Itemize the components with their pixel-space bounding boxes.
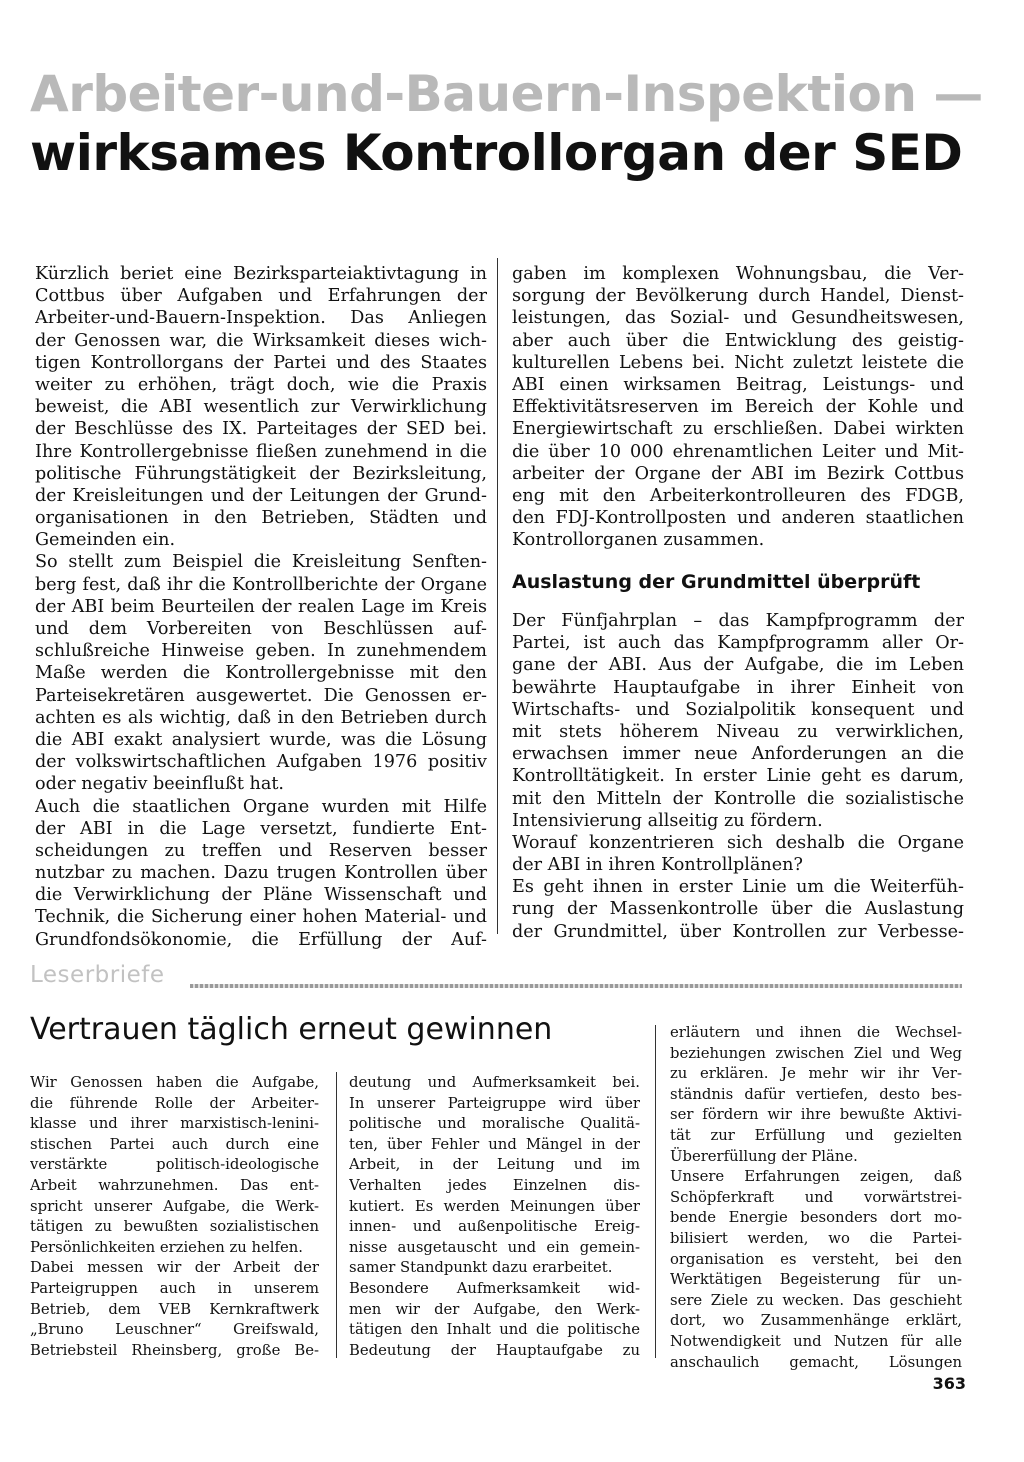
text-line: erwachsen immer neue Anforderungen an die bbox=[512, 744, 964, 765]
text-line: Übererfüllung der Pläne. bbox=[670, 1147, 858, 1165]
text-line: gaben im komplexen Wohnungsbau, die Ver- bbox=[512, 264, 964, 284]
section-label: Leserbriefe bbox=[30, 962, 165, 988]
text-line: beziehungen zwischen Ziel und Weg bbox=[670, 1044, 962, 1062]
text-line: spricht unserer Aufgabe, die Werk- bbox=[30, 1197, 319, 1215]
text-line: Wir Genossen haben die Aufgabe, bbox=[30, 1074, 319, 1091]
text-line: Betriebsteil Rheinsberg, große Be- bbox=[30, 1341, 319, 1359]
text-line: bilisiert werden, wo die Partei- bbox=[670, 1229, 962, 1247]
text-line: Gemeinden ein. bbox=[35, 530, 176, 551]
text-line: nutzbar zu machen. Dazu trugen Kontrollen über bbox=[35, 863, 487, 884]
text-line: Partei, ist auch das Kampfprogramm aller Or- bbox=[512, 633, 964, 654]
text-line: ABI einen wirksamen Beitrag, Leistungs- und bbox=[512, 374, 964, 395]
text-line: der Grundmittel, über Kontrollen zur Verbesse- bbox=[512, 921, 964, 942]
text-line: Arbeit wahrzunehmen. Das ent- bbox=[30, 1176, 319, 1194]
text-line: politische Führungstätigkeit der Bezirksleitung, bbox=[35, 463, 487, 484]
text-line: Kontrollorganen zusammen. bbox=[512, 530, 765, 551]
article-column-2-continued bbox=[512, 610, 964, 943]
text-line: mit den Mitteln der Kontrolle die sozialistische bbox=[512, 788, 964, 809]
section-rule bbox=[190, 984, 962, 988]
text-line: Cottbus über Aufgaben und Erfahrungen der bbox=[35, 286, 487, 307]
text-line: klasse und ihrer marxistisch-lenini- bbox=[30, 1115, 319, 1133]
text-line: der ABI in die Lage versetzt, fundierte Ent- bbox=[35, 818, 487, 839]
text-line: Kontrolltätigkeit. In erster Linie geht es darum, bbox=[512, 766, 964, 787]
text-line: ten, über Fehler und Mängel in der bbox=[349, 1135, 640, 1153]
text-line: oder negativ beeinflußt hat. bbox=[35, 774, 285, 795]
text-line: So stellt zum Beispiel die Kreisleitung Senften- bbox=[35, 552, 487, 573]
text-line: Energiewirtschaft zu erschließen. Dabei wirkten bbox=[512, 419, 964, 440]
text-line: mit stets höherem Niveau zu verwirklichen, bbox=[512, 721, 964, 742]
text-line: Auch die staatlichen Organe wurden mit Hilfe bbox=[35, 796, 487, 817]
text-line: rung der Massenkontrolle über die Auslastung bbox=[512, 899, 964, 920]
text-line: schlußreiche Hinweise geben. In zunehmendem bbox=[35, 641, 487, 662]
text-line: stischen Partei auch durch eine bbox=[30, 1135, 319, 1153]
text-line: achten es als wichtig, daß in den Betrieben durch bbox=[35, 707, 487, 728]
text-line: weiter zu erhöhen, trägt doch, wie die Praxis bbox=[35, 374, 487, 395]
text-line: die über 10 000 ehrenamtlichen Leiter und Mit- bbox=[512, 441, 964, 462]
text-line: Es geht ihnen in erster Linie um die Weiterfüh- bbox=[512, 877, 964, 898]
text-line: Der Fünfjahrplan – das Kampfprogramm der bbox=[512, 611, 964, 631]
text-line: Arbeiter-und-Bauern-Inspektion. Das Anliegen bbox=[35, 308, 487, 329]
text-line: tät zur Erfüllung und gezielten bbox=[670, 1126, 962, 1144]
text-line: kutiert. Es werden Meinungen über bbox=[349, 1197, 640, 1215]
text-line: samer Standpunkt dazu erarbeitet. bbox=[349, 1259, 613, 1277]
text-line: Effektivitätsreserven im Bereich der Kohle und bbox=[512, 397, 964, 418]
text-line: der ABI beim Beurteilen der realen Lage im Kreis bbox=[35, 596, 487, 617]
text-line: In unserer Parteigruppe wird über bbox=[349, 1094, 640, 1112]
text-line: nisse ausgetauscht und ein gemein- bbox=[349, 1238, 640, 1256]
letter-column-2 bbox=[349, 1073, 640, 1361]
text-line: Werktätigen Begeisterung für un- bbox=[670, 1271, 962, 1289]
text-line: „Bruno Leuschner“ Greifswald, bbox=[30, 1321, 319, 1339]
text-line: Besondere Aufmerksamkeit wid- bbox=[349, 1279, 640, 1297]
text-line: tätigen zu bewußten sozialistischen bbox=[30, 1218, 319, 1236]
text-line: der Kreisleitungen und der Leitungen der Grund- bbox=[35, 485, 487, 506]
text-line: Technik, die Sicherung einer hohen Material- und bbox=[35, 907, 487, 928]
text-line: organisation es versteht, bei den bbox=[670, 1250, 962, 1268]
text-line: Notwendigkeit und Nutzen für alle bbox=[670, 1332, 962, 1350]
headline-line-2: wirksames Kontrollorgan der SED bbox=[30, 124, 963, 182]
text-line: sere Ziele zu wecken. Das geschieht bbox=[670, 1291, 962, 1309]
text-line: eng mit den Arbeiterkontrolleuren des FDGB, bbox=[512, 485, 964, 506]
text-line: Verhalten jedes Einzelnen dis- bbox=[349, 1176, 640, 1194]
article-column-1 bbox=[35, 263, 487, 951]
text-line: und dem Vorbereiten von Beschlüssen auf- bbox=[35, 619, 487, 639]
letter-column-divider-2 bbox=[655, 1025, 656, 1358]
text-line: der volkswirtschaftlichen Aufgaben 1976 positiv bbox=[35, 752, 487, 773]
text-line: verstärkte politisch-ideologische bbox=[30, 1156, 319, 1174]
text-line: men wir der Aufgabe, den Werk- bbox=[349, 1300, 640, 1318]
headline-line-1: Arbeiter-und-Bauern-Inspektion — bbox=[30, 65, 983, 123]
text-line: der ABI in ihren Kontrollplänen? bbox=[512, 855, 803, 876]
text-line: zu erklären. Je mehr wir ihr Ver- bbox=[670, 1065, 962, 1083]
letter-title: Vertrauen täglich erneut gewinnen bbox=[30, 1012, 553, 1047]
text-line: Dabei messen wir der Arbeit der bbox=[30, 1259, 319, 1277]
text-line: die ABI exakt analysiert wurde, was die Lösung bbox=[35, 729, 487, 750]
text-line: Arbeit, in der Leitung und im bbox=[349, 1156, 640, 1174]
text-line: Intensivierung allseitig zu fördern. bbox=[512, 810, 823, 831]
text-line: ser fördern wir ihre bewußte Aktivi- bbox=[670, 1106, 962, 1124]
text-line: Betrieb, dem VEB Kernkraftwerk bbox=[30, 1300, 319, 1318]
text-line: anschaulich gemacht, Lösungen bbox=[670, 1353, 962, 1371]
text-line: Maße werden die Kontrollergebnisse mit den bbox=[35, 663, 487, 684]
text-line: bende Energie besonders dort mo- bbox=[670, 1209, 962, 1227]
text-line: Worauf konzentrieren sich deshalb die Organe bbox=[512, 832, 964, 853]
text-line: aber auch über die Entwicklung des geistig- bbox=[512, 330, 964, 351]
text-line: arbeiter der Organe der ABI im Bezirk Cottbus bbox=[512, 463, 964, 484]
text-line: Ihre Kontrollergebnisse fließen zunehmend in die bbox=[35, 441, 487, 462]
text-line: organisationen in den Betrieben, Städten und bbox=[35, 508, 487, 529]
text-line: Schöpferkraft und vorwärtstrei- bbox=[670, 1188, 962, 1206]
text-line: dort, wo Zusammenhänge erklärt, bbox=[670, 1312, 962, 1330]
text-line: Wirtschafts- und Sozialpolitik konsequent und bbox=[512, 699, 964, 720]
text-line: erläutern und ihnen die Wechsel- bbox=[670, 1024, 962, 1041]
text-line: bewährte Hauptaufgabe in ihrer Einheit von bbox=[512, 677, 964, 698]
page-number: 363 bbox=[932, 1374, 966, 1393]
text-line: die führende Rolle der Arbeiter- bbox=[30, 1094, 319, 1112]
text-line: Parteigruppen auch in unserem bbox=[30, 1279, 319, 1297]
text-line: Grundfondsökonomie, die Erfüllung der Auf- bbox=[35, 929, 487, 950]
text-line: Unsere Erfahrungen zeigen, daß bbox=[670, 1168, 962, 1186]
text-line: Bedeutung der Hauptaufgabe zu bbox=[349, 1341, 640, 1359]
text-line: der Genossen war, die Wirksamkeit dieses wich- bbox=[35, 330, 487, 351]
text-line: innen- und außenpolitische Ereig- bbox=[349, 1218, 640, 1236]
text-line: tigen Kontrollorgans der Partei und des Staates bbox=[35, 352, 487, 373]
text-line: deutung und Aufmerksamkeit bei. bbox=[349, 1074, 640, 1091]
text-line: Kürzlich beriet eine Bezirksparteiaktivtagung in bbox=[35, 264, 487, 284]
column-divider bbox=[497, 258, 498, 934]
text-line: der Beschlüsse des IX. Parteitages der SED bei. bbox=[35, 419, 487, 440]
text-line: gane der ABI. Aus der Aufgabe, die im Leben bbox=[512, 655, 964, 676]
text-line: leistungen, das Sozial- und Gesundheitswesen, bbox=[512, 308, 964, 329]
text-line: Persönlichkeiten erziehen zu helfen. bbox=[30, 1238, 303, 1256]
letter-column-3 bbox=[670, 1023, 962, 1373]
text-line: den FDJ-Kontrollposten und anderen staatlichen bbox=[512, 508, 964, 529]
article-subheading: Auslastung der Grundmittel überprüft bbox=[512, 571, 921, 593]
text-line: die Verwirklichung der Pläne Wissenschaft und bbox=[35, 885, 487, 906]
text-line: tätigen den Inhalt und die politische bbox=[349, 1321, 640, 1339]
article-column-2 bbox=[512, 263, 964, 551]
text-line: sorgung der Bevölkerung durch Handel, Dienst- bbox=[512, 286, 964, 307]
text-line: ständnis dafür vertiefen, desto bes- bbox=[670, 1085, 962, 1103]
letter-column-1 bbox=[30, 1073, 319, 1361]
text-line: berg fest, daß ihr die Kontrollberichte der Organe bbox=[35, 574, 487, 595]
letter-column-divider-1 bbox=[336, 1072, 337, 1358]
text-line: kulturellen Lebens bei. Nicht zuletzt leistete die bbox=[512, 352, 964, 373]
text-line: scheidungen zu treffen und Reserven besser bbox=[35, 840, 487, 861]
text-line: Parteisekretären ausgewertet. Die Genossen er- bbox=[35, 685, 487, 706]
text-line: beweist, die ABI wesentlich zur Verwirklichung bbox=[35, 397, 487, 418]
text-line: politische und moralische Qualitä- bbox=[349, 1115, 640, 1133]
